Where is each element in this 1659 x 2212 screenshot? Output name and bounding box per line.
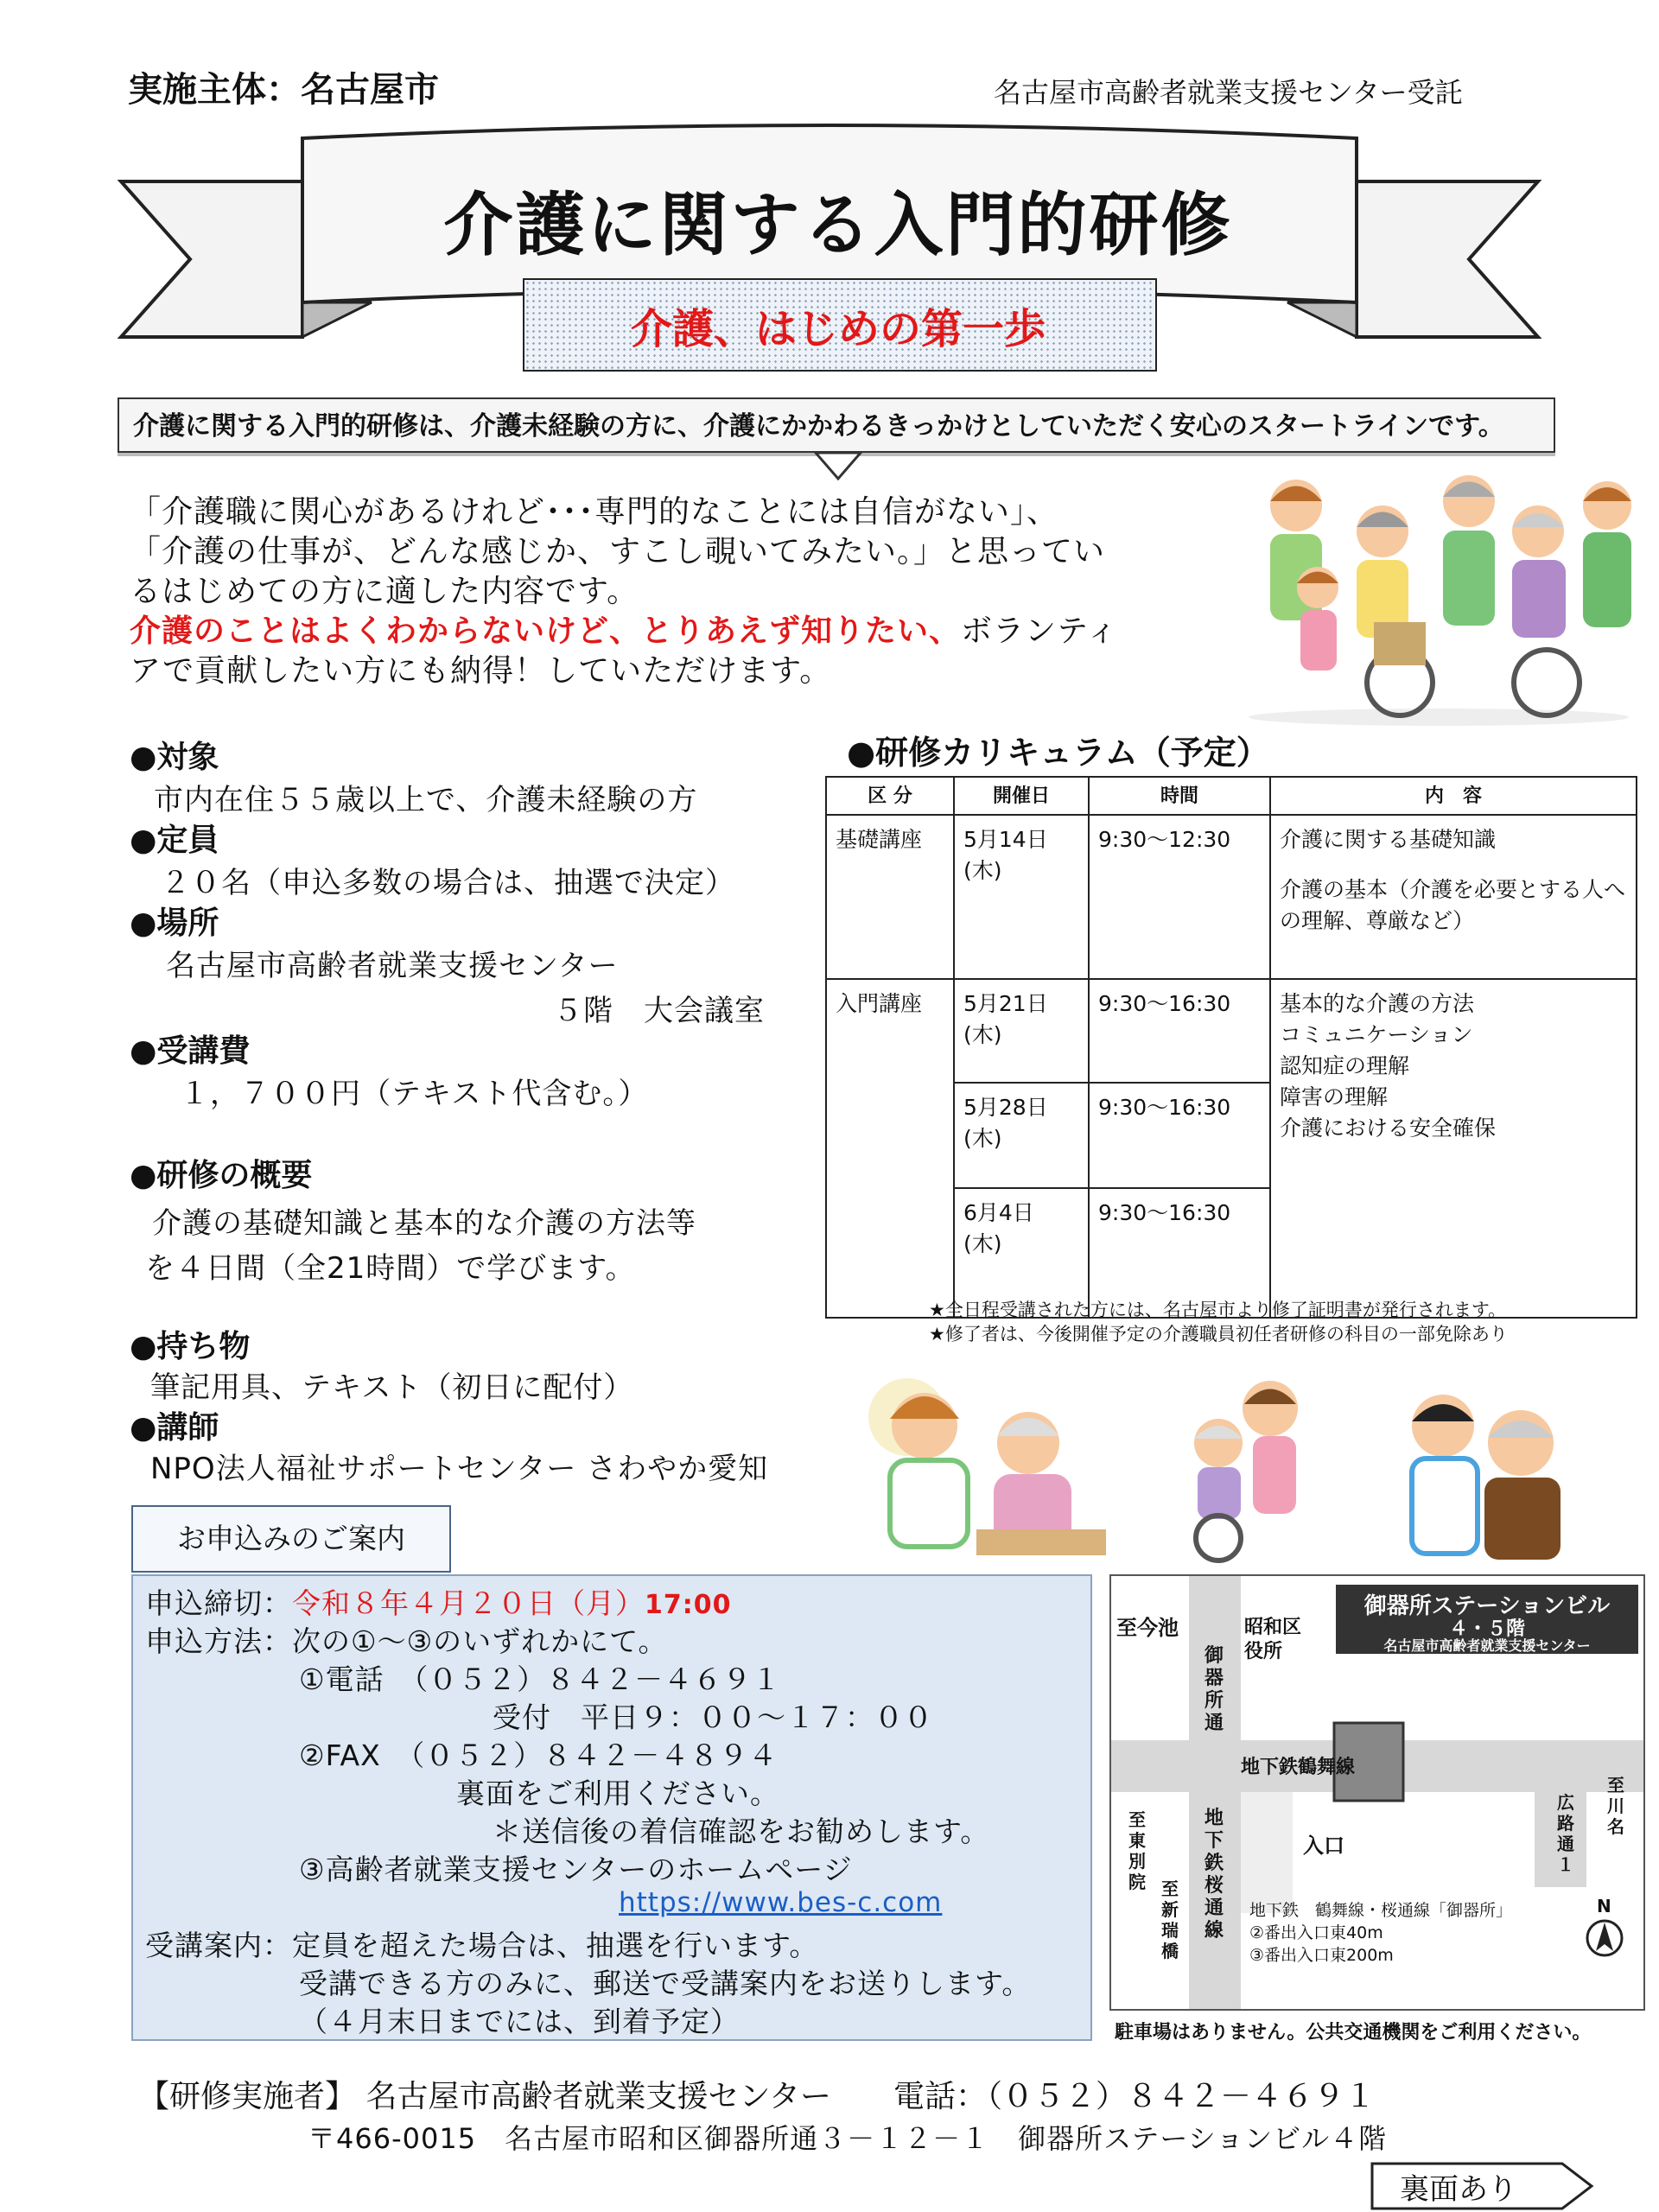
organizer: 実施主体：名古屋市 [128, 70, 439, 110]
content-cell [1270, 979, 1637, 1318]
intro-highlight: 介護のことはよくわからないけど、とりあえず知りたい、 [130, 613, 962, 649]
category-basic: 基礎講座 [826, 815, 954, 979]
curriculum-title: ●研修カリキュラム（予定） [847, 734, 1269, 772]
target-body: 市内在住５５歳以上で、介護未経験の方 [154, 783, 698, 817]
deadline-row [145, 1581, 732, 1622]
helper-elder-illustration [1391, 1382, 1573, 1564]
items-heading: ●持ち物 [130, 1329, 251, 1364]
date-cell [954, 815, 1089, 979]
web-line: ③高齢者就業支援センターのホームページ [299, 1853, 853, 1886]
subtitle: 介護、はじめの第一歩 [630, 305, 1046, 353]
content-line: 介護に関する基礎知識 [1280, 827, 1497, 852]
content-line: 障害の理解 [1280, 1084, 1389, 1109]
date: 5月28日 [963, 1095, 1048, 1120]
map-entrance: 入口 [1303, 1834, 1344, 1858]
intro-banner: 介護に関する入門的研修は、介護未経験の方に、介護にかかわるきっかけとしていただく安心のスタートラインです。 [118, 397, 1555, 453]
col-content: 内 容 [1270, 777, 1637, 815]
intro-line: アで貢献したい方にも納得！していただけます。 [130, 653, 832, 689]
content-line: 認知症の理解 [1280, 1053, 1410, 1078]
content-line: 介護の基本（介護を必要とする人への理解、尊厳など） [1280, 877, 1626, 933]
table-header-row [826, 777, 1637, 815]
map-floors: ４・５階 [1448, 1618, 1525, 1640]
organizer-footer: 【研修実施者】 名古屋市高齢者就業支援センター 電話：（０５２）８４２－４６９１ [138, 2079, 1376, 2114]
lecturer-body: NPO法人福祉サポートセンター さわやか愛知 [150, 1452, 769, 1486]
deadline-label: 申込締切： [145, 1586, 292, 1620]
content-line: コミュニケーション [1280, 1022, 1473, 1047]
place-room: ５階 大会議室 [553, 994, 765, 1028]
guide-row [145, 1923, 818, 1964]
weekday: (木) [963, 1231, 1002, 1256]
map-ward-office: 昭和区 [1244, 1617, 1302, 1638]
caregiver-elder-illustration [855, 1365, 1106, 1555]
fax-line: ②FAX （０５２）８４２－４８９４ [299, 1738, 779, 1772]
target-heading: ●対象 [130, 740, 219, 775]
capacity-heading: ●定員 [130, 823, 219, 858]
method-value: 次の①～③のいずれかにて。 [292, 1624, 668, 1658]
map-exit-note-3: ③番出入口東200m [1249, 1946, 1394, 1965]
fax-note: 裏面をご利用ください。 [456, 1777, 779, 1810]
map-gokiso-street: 御器所通 [1205, 1645, 1224, 1734]
time-cell: 9:30～16:30 [1089, 1083, 1270, 1188]
fee-heading: ●受講費 [130, 1033, 251, 1069]
overview-heading: ●研修の概要 [130, 1158, 313, 1193]
place-body: 名古屋市高齢者就業支援センター [166, 949, 619, 983]
col-time: 時間 [1089, 777, 1270, 815]
parking-note: 駐車場はありません。公共交通機関をご利用ください。 [1115, 2022, 1592, 2044]
map-exit-note: 地下鉄 鶴舞線・桜通線「御器所」 [1249, 1901, 1513, 1920]
table-row [826, 979, 1637, 1083]
map-tsurumai-line: 地下鉄鶴舞線 [1241, 1757, 1356, 1778]
items-body: 筆記用具、テキスト（初日に配付） [150, 1370, 634, 1405]
intro-line: 「介護の仕事が、どんな感じか、すこし覗いてみたい。」と思ってい [130, 534, 1106, 569]
guide-line: 定員を超えた場合は、抽選を行います。 [292, 1929, 819, 1962]
table-row [826, 815, 1637, 979]
lecturer-heading: ●講師 [130, 1410, 219, 1446]
deadline-time: 17:00 [645, 1590, 732, 1620]
wheelchair-illustration [1166, 1374, 1331, 1564]
phone-line: ①電話 （０５２）８４２－４６９１ [299, 1662, 782, 1696]
place-heading: ●場所 [130, 906, 219, 941]
note-certificate: ★全日程受講された方には、名古屋市より修了証明書が発行されます。 [929, 1300, 1507, 1320]
category-intro: 入門講座 [826, 979, 954, 1318]
map-ward-office-2: 役所 [1244, 1641, 1283, 1662]
time-cell: 9:30～12:30 [1089, 815, 1270, 979]
north-arrow-icon [1585, 1918, 1624, 1958]
map-building: 御器所ステーションビル [1363, 1593, 1611, 1619]
time-cell: 9:30～16:30 [1089, 979, 1270, 1083]
map-to-kawana: 至川名 [1607, 1775, 1624, 1837]
page-title: 介護に関する入門的研修 [443, 185, 1233, 265]
weekday: (木) [963, 1126, 1002, 1151]
access-map [1109, 1574, 1645, 2011]
map-to-imaike: 至今池 [1116, 1616, 1179, 1640]
intro-line: るはじめての方に適した内容です。 [130, 574, 639, 609]
phone-hours: 受付 平日９：００～１７：００ [493, 1700, 933, 1734]
curriculum-table [825, 776, 1637, 1319]
note-exemption: ★修了者は、今後開催予定の介護職員初任者研修の科目の一部免除あり [929, 1324, 1508, 1344]
content-cell [1270, 815, 1637, 979]
date-cell [954, 1083, 1089, 1188]
method-row [145, 1619, 668, 1660]
intro-line: 「介護職に関心があるけれど･･･専門的なことには自信がない」、 [130, 494, 1059, 530]
date: 6月4日 [963, 1200, 1034, 1225]
col-date: 開催日 [954, 777, 1089, 815]
overview-body-2: を４日間（全21時間）で学びます。 [145, 1251, 636, 1286]
north-label: N [1597, 1896, 1611, 1916]
map-hirokoji: 広路通１ [1557, 1792, 1574, 1875]
guide-label: 受講案内： [145, 1929, 292, 1962]
caregivers-group-illustration [1236, 467, 1642, 726]
date: 5月21日 [963, 991, 1048, 1016]
contractor: 名古屋市高齢者就業支援センター受託 [994, 76, 1463, 109]
weekday: (木) [963, 858, 1002, 883]
back-side-label: 裏面あり [1400, 2172, 1517, 2207]
col-category: 区 分 [826, 777, 954, 815]
map-sakuradori-line: 地下鉄桜通線 [1205, 1808, 1224, 1942]
down-arrow-icon [812, 451, 864, 482]
overview-body: 介護の基礎知識と基本的な介護の方法等 [152, 1206, 696, 1241]
fee-body: １，７００円（テキスト代含む。） [180, 1077, 649, 1111]
fax-confirm-note: ＊送信後の着信確認をお勧めします。 [493, 1815, 990, 1848]
homepage-link[interactable]: https://www.bes-c.com [619, 1887, 943, 1918]
address-footer: 〒466-0015 名古屋市昭和区御器所通３－１２－１ 御器所ステーションビル４階 [308, 2122, 1388, 2155]
map-exit-note-2: ②番出入口東40m [1249, 1923, 1383, 1942]
date: 5月14日 [963, 827, 1048, 852]
intro-line [130, 612, 1227, 652]
intro-paragraph [130, 493, 1227, 691]
deadline-date: 令和８年４月２０日（月） [292, 1586, 645, 1620]
map-to-shinmizuho: 至新瑞橋 [1161, 1878, 1179, 1961]
map-center: 名古屋市高齢者就業支援センター [1383, 1637, 1591, 1654]
content-line: 基本的な介護の方法 [1280, 991, 1475, 1016]
time-cell: 9:30～16:30 [1089, 1188, 1270, 1318]
date-cell [954, 979, 1089, 1083]
application-tab: お申込みのご案内 [131, 1505, 451, 1573]
guide-line-3: （４月末日までには、到着予定） [299, 2005, 740, 2038]
capacity-body: ２０名（申込多数の場合は、抽選で決定） [161, 866, 735, 900]
method-label: 申込方法： [145, 1624, 292, 1658]
intro-line-rest: ボランティ [961, 613, 1119, 649]
weekday: (木) [963, 1022, 1002, 1047]
guide-line-2: 受講できる方のみに、郵送で受講案内をお送りします。 [299, 1967, 1032, 2000]
map-to-higashibetsuin: 至東別院 [1128, 1809, 1146, 1892]
content-line: 介護における安全確保 [1280, 1116, 1497, 1141]
